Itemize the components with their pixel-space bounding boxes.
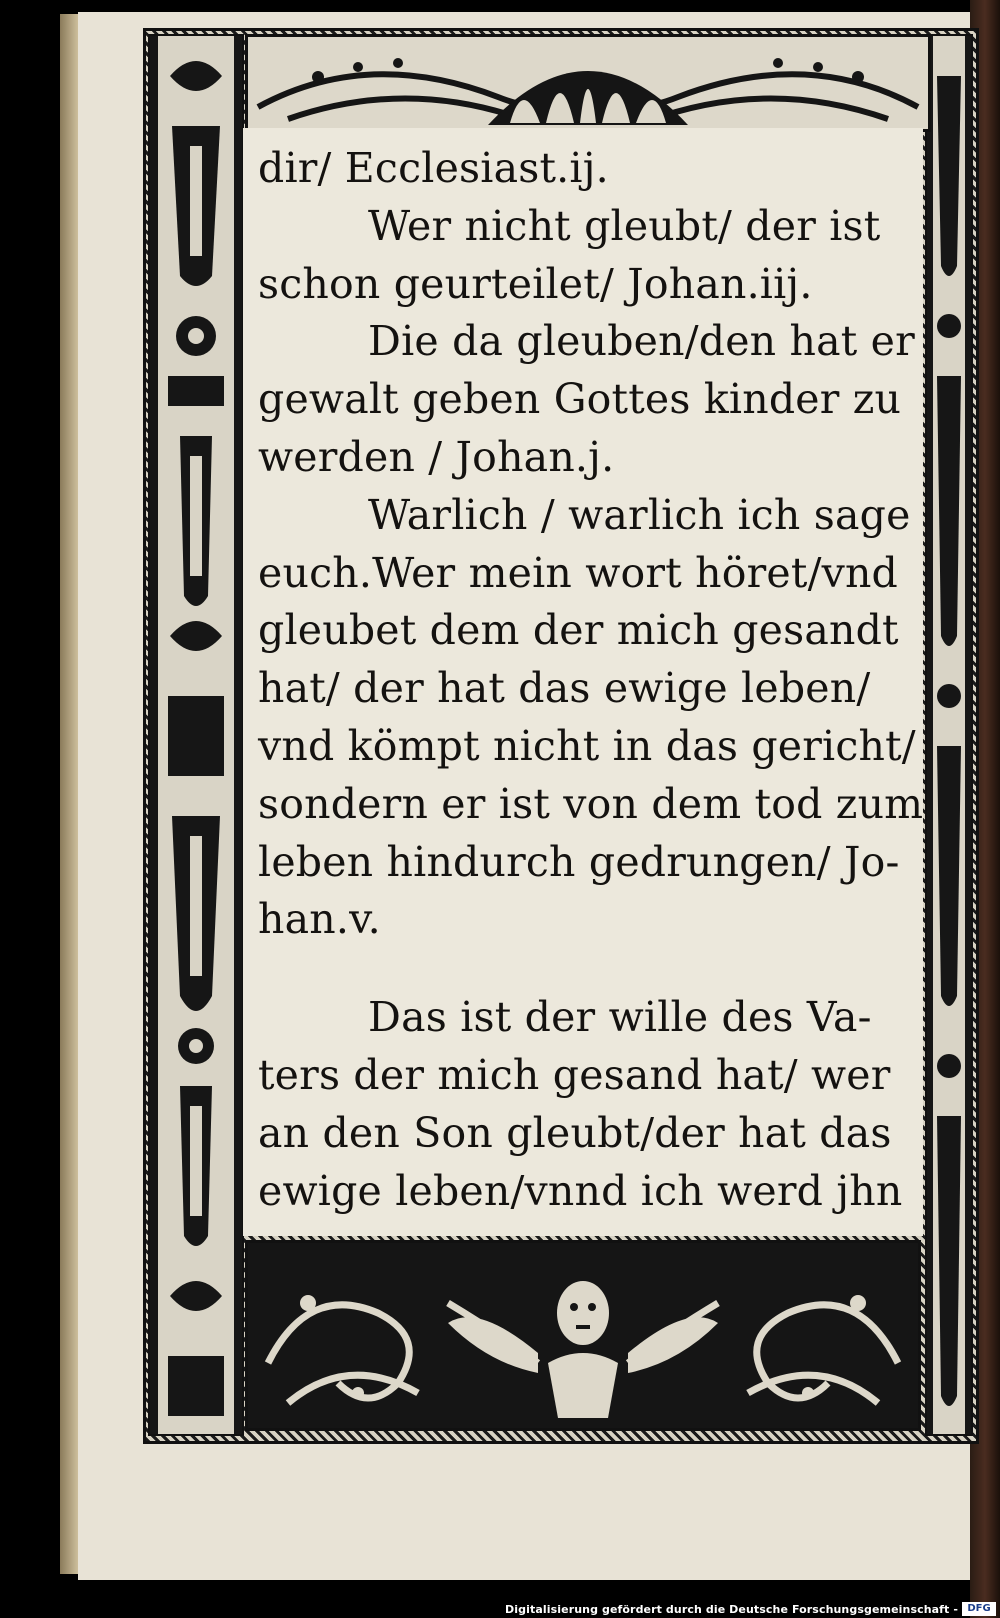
text-line-7: Warlich / warlich ich sage [368,490,911,539]
text-line-15: Das ist der wille des Va- [368,993,872,1042]
bottom-border-ornament [245,1240,921,1431]
left-border-ornament [148,34,244,1436]
text-line-6: werden / Johan.j. [258,432,615,481]
text-line-8: euch.Wer mein wort höret/vnd [258,548,898,597]
left-column-ornament-icon [150,36,242,1434]
dfg-logo: DFG [962,1602,996,1616]
text-line-17: an den Son gleubt/der hat das [258,1108,892,1157]
body-text [258,140,924,1220]
paragraph-gap [258,949,908,989]
top-border-ornament [245,34,931,132]
palmette-ornament-icon [248,37,928,129]
text-line-10: hat/ der hat das ewige leben/ [258,664,871,713]
text-line-18: ewige leben/vnnd ich werd jhn [258,1166,903,1215]
right-border-ornament [925,34,973,1436]
digitization-credit: Digitalisierung gefördert durch die Deutsche Forschungsgemeinschaft - [505,1603,958,1616]
text-line-2: Wer nicht gleubt/ der ist [368,201,881,250]
text-line-3: schon geurteilet/ Johan.iij. [258,259,813,308]
text-line-16: ters der mich gesand hat/ wer [258,1050,891,1099]
winged-figure-ornament-icon [248,1243,918,1428]
text-line-1: dir/ Ecclesiast.ij. [258,144,609,192]
text-line-12: sondern er ist von dem tod zum [258,779,924,828]
text-line-11: vnd kömpt nicht in das gericht/ [258,721,916,770]
text-line-9: gleubet dem der mich gesandt [258,606,899,655]
text-line-14: han.v. [258,895,381,944]
text-line-13: leben hindurch gedrungen/ Jo- [258,837,900,886]
right-column-ornament-icon [927,36,971,1434]
text-line-4: Die da gleuben/den hat er [368,317,915,366]
text-line-5: gewalt geben Gottes kinder zu [258,375,902,424]
